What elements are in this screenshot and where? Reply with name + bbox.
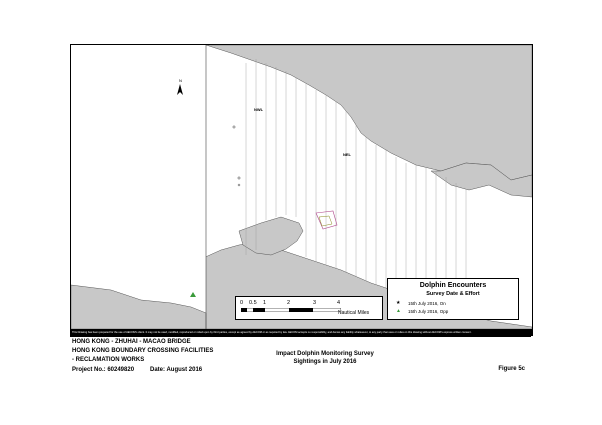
scale-tick: 0 (240, 300, 244, 306)
title-line-2: HONG KONG BOUNDARY CROSSING FACILITIES (72, 348, 214, 354)
survey-title (260, 350, 390, 366)
figure-number: Figure 5c (498, 366, 525, 372)
drawing-date: Date: August 2016 (150, 367, 203, 373)
disclaimer-band: This Drawing has been prepared for the use of AECOM's client. It may not be used, modified, reproduced or relied upon by third parties, except as agreed by AECOM or as required by law. AECOM accepts no responsibility, and denies any liability whatsoever, to any party that uses or relies on this drawing without AECOM's express written consent. (70, 329, 533, 336)
islet (233, 126, 235, 128)
triangle-icon: ▲ (396, 308, 401, 314)
legend-entry-2: 15th July 2016, Opp (408, 309, 449, 314)
star-icon: ★ (396, 300, 401, 306)
scale-bar-graphic (241, 308, 341, 312)
legend-subtitle: Survey Date & Effort (426, 291, 480, 297)
legend (387, 278, 519, 320)
survey-title-line-2: Sightings in July 2016 (293, 359, 357, 365)
scale-tick: 4 (337, 300, 341, 306)
scale-tick: 2 (287, 300, 291, 306)
north-arrow (175, 79, 185, 99)
label-nwl: NWL (254, 107, 264, 112)
scale-bar (235, 296, 383, 320)
scale-tick: 1 (263, 300, 267, 306)
land-mainland (206, 45, 532, 180)
project-number: Project No.: 60249820 (72, 367, 135, 373)
survey-title-line-1: Impact Dolphin Monitoring Survey (276, 351, 374, 357)
north-letter: N (179, 78, 182, 83)
legend-entry-1: 15th July 2016, On (408, 301, 446, 306)
title-line-1: HONG KONG - ZHUHAI - MACAO BRIDGE (72, 339, 191, 345)
title-line-3: - RECLAMATION WORKS (72, 357, 145, 363)
title-block (70, 336, 531, 375)
map-frame (70, 44, 533, 330)
reclamation-outline (316, 211, 337, 229)
scale-units: Nautical Miles (338, 310, 370, 316)
legend-title: Dolphin Encounters (419, 282, 487, 289)
label-nel: NEL (343, 152, 351, 157)
north-arrow-icon (175, 79, 185, 99)
islet (238, 184, 240, 186)
scale-tick: 3 (313, 300, 317, 306)
scale-tick: 0.5 (249, 300, 257, 306)
land-west (71, 45, 206, 329)
islet (238, 177, 240, 179)
